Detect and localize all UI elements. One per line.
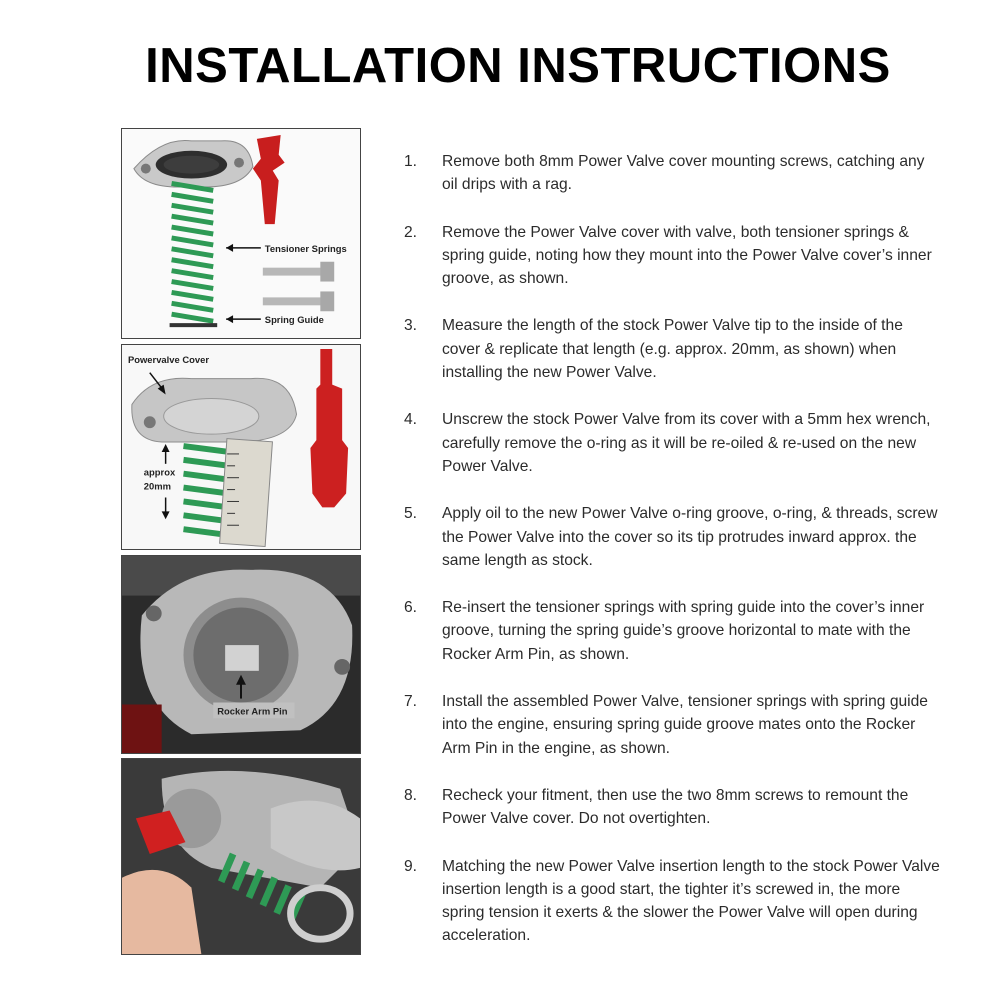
20mm-label: 20mm xyxy=(143,480,172,492)
rocker-arm-pin-label: Rocker Arm Pin xyxy=(217,705,288,717)
step-item: 8. Recheck your fitment, then use the two 8mm screws to remount the Power Valve cover. Do not overtighten. xyxy=(404,786,909,828)
springs-photo xyxy=(121,128,361,339)
tensioner-springs-label: Tensioner Springs xyxy=(264,242,347,254)
install-photo xyxy=(121,758,361,955)
step-item: 1. Remove both 8mm Power Valve cover mounting screws, catching any oil drips with a rag. xyxy=(404,153,925,194)
step-item: 4. Unscrew the stock Power Valve from its cover with a 5mm hex wrench, carefully remove the o-ring as it will be re-oiled & re-used on the new Power Valve. xyxy=(404,411,931,475)
step-item: 3. Measure the length of the stock Power Valve tip to the inside of the cover & replicate that length (e.g. approx. 20mm, as shown) when installing the new Power Valve. xyxy=(404,317,903,382)
spring-guide-label: Spring Guide xyxy=(264,314,324,326)
powervalve-cover-label: Powervalve Cover xyxy=(127,353,210,365)
step-item: 5. Apply oil to the new Power Valve o-ring groove, o-ring, & threads, screw the Power Valve into the cover so its tip protrudes inward approx. the same length as stock. xyxy=(404,505,938,569)
step-item: 9. Matching the new Power Valve insertion length to the stock Power Valve insertion length is a good start, the tighter it’s screwed in, the more spring tension it exerts & the slower the Power Valve will open during acceleration. xyxy=(404,857,940,945)
step-item: 6. Re-insert the tensioner springs with spring guide into the cover’s inner groove, turning the spring guide’s groove horizontal to mate with the Rocker Arm Pin, as shown. xyxy=(404,599,925,663)
step-item: 2. Remove the Power Valve cover with valve, both tensioner springs & spring guide, noting how they mount into the Power Valve cover’s inner groove, as shown. xyxy=(404,223,932,288)
engine-photo xyxy=(121,555,361,754)
step-item: 7. Install the assembled Power Valve, tensioner springs with spring guide into the engine, ensuring spring guide groove mates onto the Rocker Arm Pin in the engine, as shown. xyxy=(404,693,928,757)
approx-label: approx xyxy=(143,466,176,478)
page-title: INSTALLATION INSTRUCTIONS xyxy=(145,39,891,93)
cover-photo xyxy=(121,344,361,550)
instruction-list xyxy=(404,150,944,948)
